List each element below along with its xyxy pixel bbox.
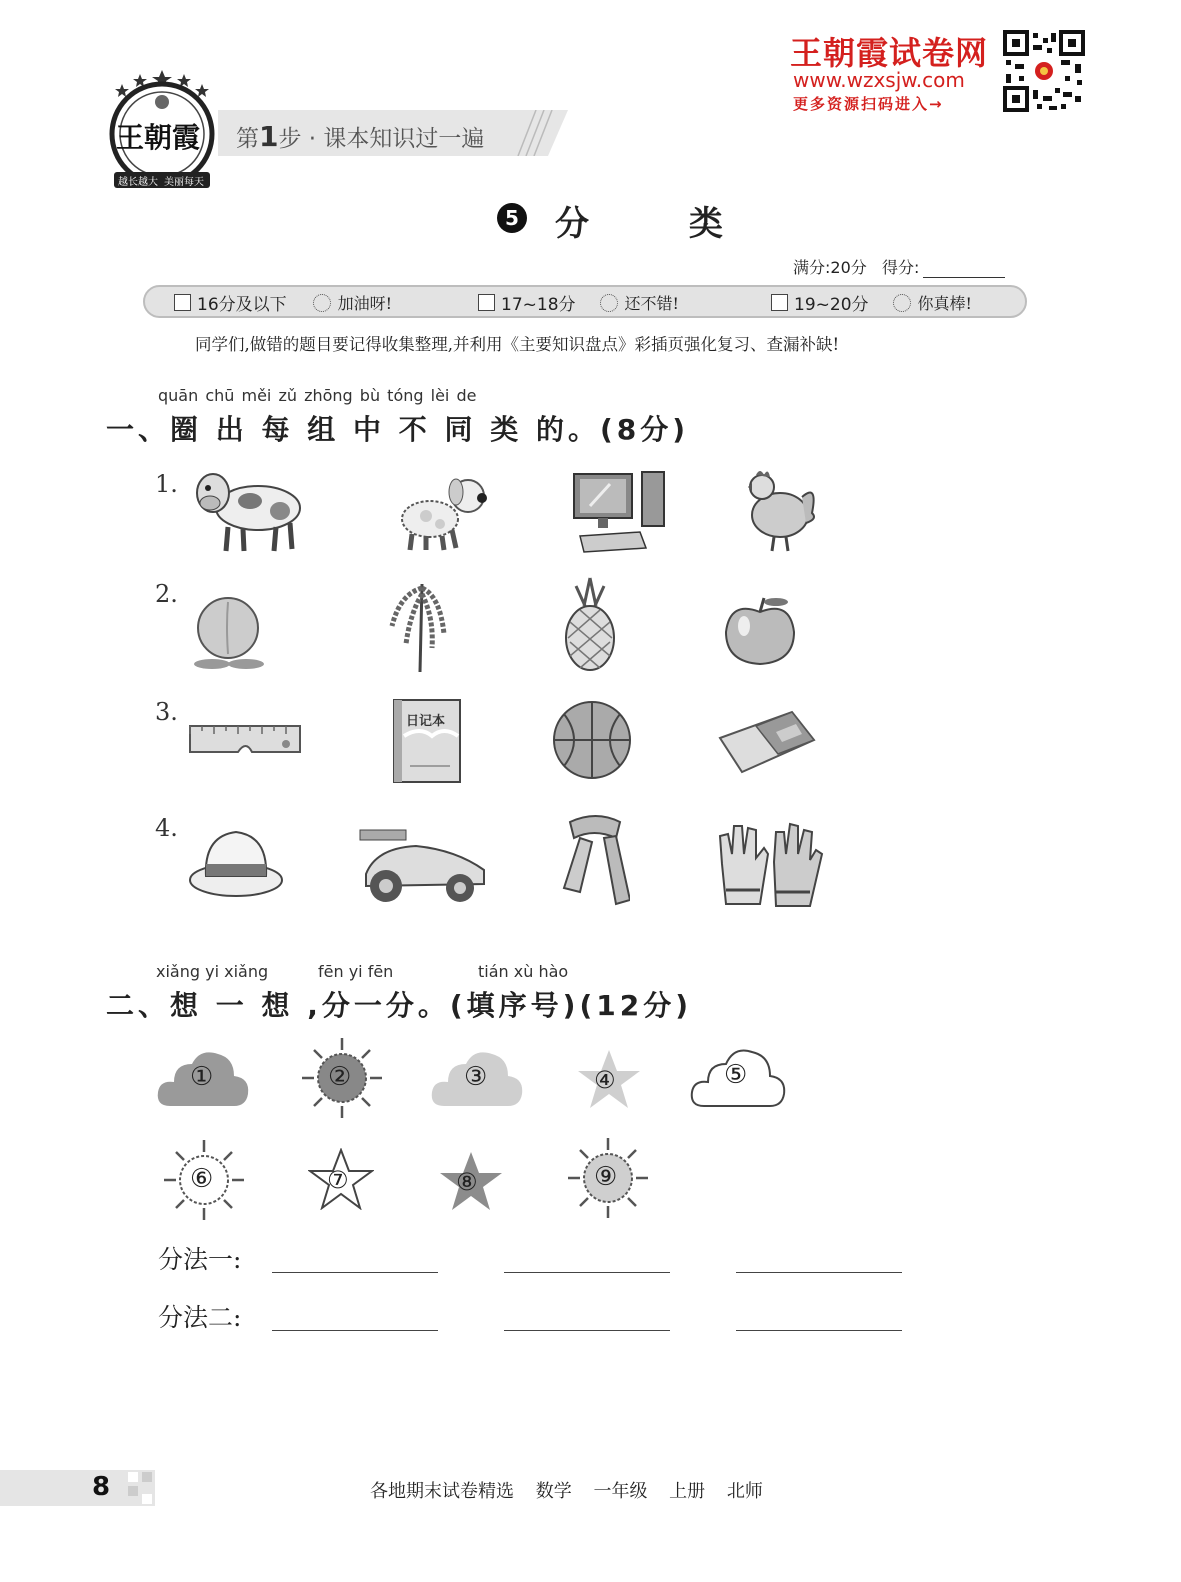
computer-icon[interactable]	[570, 466, 670, 554]
question-number: 2.	[155, 580, 178, 608]
score-blank[interactable]	[923, 261, 1005, 278]
score-line	[793, 255, 1005, 278]
method-one-label: 分法一:	[158, 1245, 242, 1274]
shape-label: ③	[464, 1062, 488, 1092]
grade-checkbox[interactable]	[771, 294, 788, 311]
answer-blank[interactable]	[504, 1330, 670, 1331]
section2-pinyin: fēn yi fēn	[318, 962, 394, 981]
shape-label: ⑥	[190, 1164, 214, 1194]
study-note: 同学们,做错的题目要记得收集整理,并利用《主要知识盘点》彩插页强化复习、查漏补缺!	[195, 335, 840, 354]
footer-text: 各地期末试卷精选 数学 一年级 上册 北师	[370, 1481, 763, 1502]
answer-blank[interactable]	[736, 1330, 902, 1331]
rice-icon[interactable]	[380, 574, 456, 674]
section2-pinyin: xiǎng yi xiǎng	[156, 962, 269, 981]
section1-title: 一、圈 出 每 组 中 不 同 类 的。(8分)	[106, 413, 690, 446]
brand-scan-text: 更多资源扫码进入→	[793, 95, 944, 113]
gloves-icon[interactable]	[712, 814, 824, 910]
notebook-label: 日记本	[406, 714, 446, 729]
grade-item: 19~20分 你真棒!	[771, 290, 972, 315]
method-two-label: 分法二:	[158, 1303, 242, 1332]
shape-label: ⑦	[327, 1166, 349, 1194]
question-number: 4.	[155, 814, 178, 842]
smile-face-icon	[600, 294, 618, 312]
apple-icon[interactable]	[720, 596, 802, 668]
hen-icon[interactable]	[742, 463, 820, 555]
grade-checkbox[interactable]	[478, 294, 495, 311]
cow-icon[interactable]	[188, 463, 310, 555]
step-label: 第1步 · 课本知识过一遍	[236, 120, 485, 153]
brand-url[interactable]: www.wzxsjw.com	[793, 68, 965, 92]
lesson-title: 分 类	[555, 204, 767, 244]
section1-pinyin: quān chū měi zǔ zhōng bù tóng lèi de	[158, 386, 477, 405]
grade-item: 17~18分 还不错!	[478, 290, 679, 315]
smile-face-icon	[893, 294, 911, 312]
grade-item: 16分及以下 加油呀!	[174, 290, 392, 315]
lesson-number-badge: 5	[497, 203, 527, 233]
question-number: 1.	[155, 470, 178, 498]
shape-label: ①	[190, 1062, 214, 1092]
basketball-icon[interactable]	[550, 698, 634, 782]
smile-face-icon	[313, 294, 331, 312]
toy-car-icon[interactable]	[356, 826, 490, 908]
dog-icon[interactable]	[386, 464, 490, 554]
page-number: 8	[92, 1472, 111, 1502]
shape-label: ④	[594, 1066, 616, 1094]
shape-label: ②	[328, 1062, 352, 1092]
footer-decoration	[128, 1472, 156, 1506]
answer-blank[interactable]	[736, 1272, 902, 1273]
scarf-icon[interactable]	[560, 808, 630, 912]
pineapple-icon[interactable]	[560, 576, 620, 674]
hat-icon[interactable]	[188, 826, 284, 900]
qr-code-icon[interactable]	[1003, 30, 1085, 112]
grade-checkbox[interactable]	[174, 294, 191, 311]
shape-label: ⑧	[456, 1168, 478, 1196]
logo-motto-right: 美丽每天	[164, 177, 204, 188]
brand-title: 王朝霞试卷网	[790, 34, 989, 72]
answer-blank[interactable]	[504, 1272, 670, 1273]
section2-title: 二、想 一 想 ,分一分。(填序号)(12分)	[106, 989, 693, 1022]
logo-text: 王朝霞	[116, 121, 201, 154]
eraser-icon[interactable]	[716, 708, 818, 778]
section2-pinyin: tián xù hào	[478, 962, 569, 981]
shape-label: ⑤	[724, 1060, 748, 1090]
full-score: 满分:20分	[793, 258, 867, 277]
answer-blank[interactable]	[272, 1272, 438, 1273]
logo-motto-left: 越长越大	[118, 177, 158, 188]
ruler-icon[interactable]	[188, 720, 302, 760]
question-number: 3.	[155, 698, 178, 726]
score-got-label: 得分:	[882, 258, 920, 277]
peach-icon[interactable]	[186, 590, 272, 672]
shape-label: ⑨	[594, 1162, 618, 1192]
answer-blank[interactable]	[272, 1330, 438, 1331]
